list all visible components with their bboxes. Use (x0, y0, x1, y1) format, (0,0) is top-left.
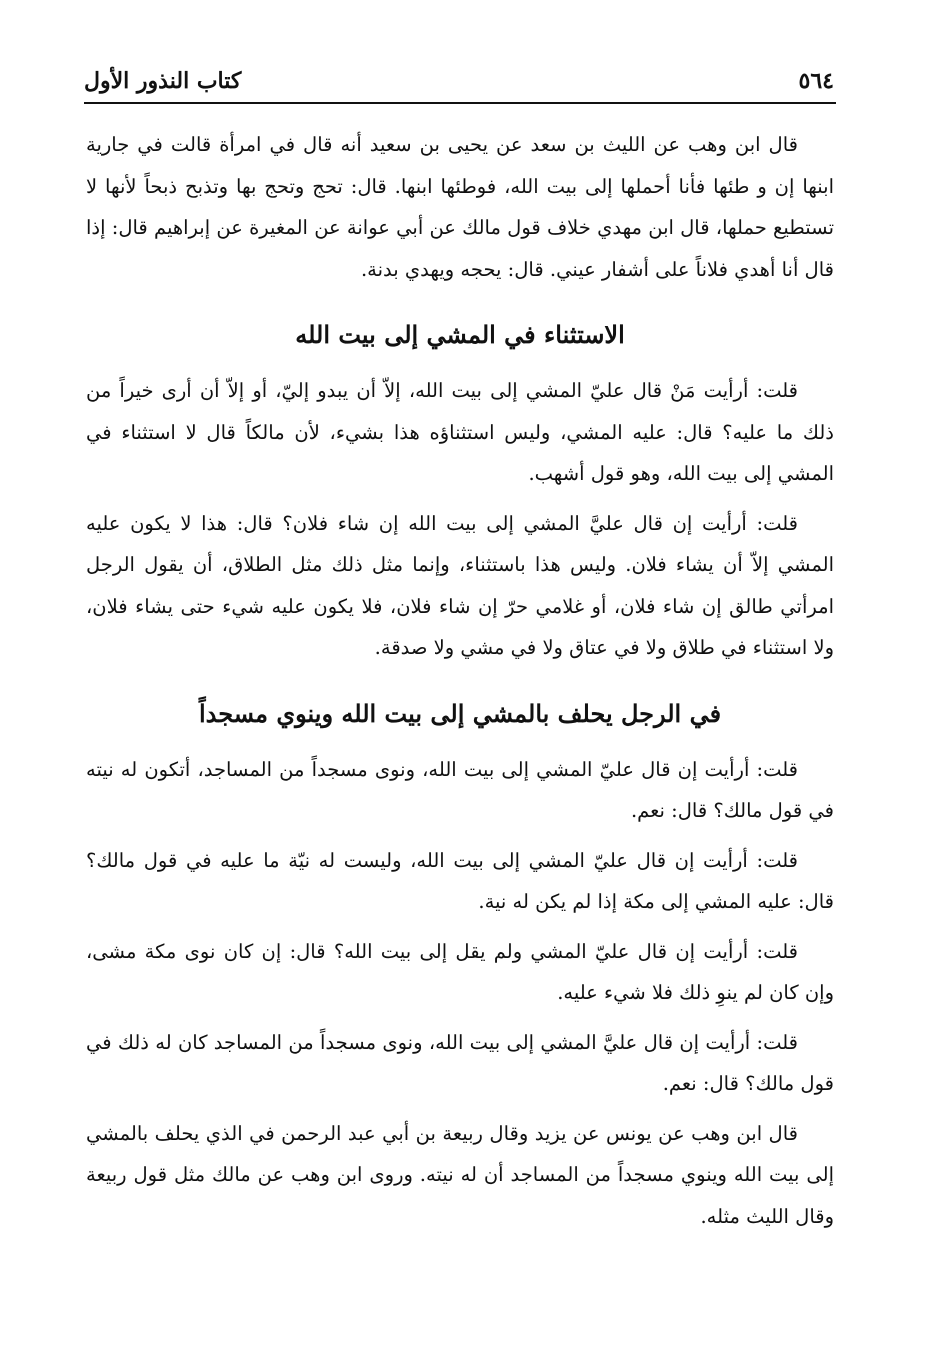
page-body (86, 124, 834, 1245)
running-head (84, 64, 834, 100)
paragraph-2: قلت: أرأيت مَنْ قال عليّ المشي إلى بيت الله، إلاّ أن يبدو إليّ، أو إلاّ أن أرى خيراً من ذلك ما عليه؟ قال: عليه المشي، وليس استثناؤه هذا بشيء، لأن مالكاً قال لا استثناء في المشي إلى بيت الله، وهو قول أشهب. (86, 379, 834, 485)
page-number: ٥٦٤ (798, 68, 834, 94)
section-heading-1: الاستثناء في المشي إلى بيت الله (295, 320, 625, 349)
paragraph-4: قلت: أرأيت إن قال عليّ المشي إلى بيت الله، ونوى مسجداً من المساجد، أتكون له نيته في قول مالك؟ قال: نعم. (86, 757, 834, 822)
book-title: كتاب النذور الأول (84, 68, 242, 94)
paragraph-8: قال ابن وهب عن يونس عن يزيد وقال ربيعة بن أبي عبد الرحمن في الذي يحلف بالمشي إلى بيت الله وينوي مسجداً من المساجد أن له نيته. وروى ابن وهب عن مالك مثل قول ربيعة وقال الليث مثله. (86, 1121, 834, 1228)
paragraph-1: قال ابن وهب عن الليث بن سعد عن يحيى بن سعيد أنه قال في امرأة قالت في جارية ابنها إن و طئها فأنا أحملها إلى بيت الله، فوطئها ابنها. قال: تحج وتحج بها وتذبح ذبحاً لأنها لا تستطيع حملها، قال ابن مهدي خلاف قول مالك عن أبي عوانة عن المغيرة عن إبراهيم قال: إذا قال أنا أهدي فلاناً على أشفار عيني. قال: يحجه ويهدي بدنة. (86, 133, 834, 281)
paragraph-5: قلت: أرأيت إن قال عليّ المشي إلى بيت الله، وليست له نيّة ما عليه في قول مالك؟ قال: عليه المشي إلى مكة إذا لم يكن له نية. (86, 848, 834, 913)
paragraph-6: قلت: أرأيت إن قال عليّ المشي ولم يقل إلى بيت الله؟ قال: إن كان نوى مكة مشى، وإن كان لم ينوِ ذلك فلا شيء عليه. (86, 939, 834, 1004)
paragraph-7: قلت: أرأيت إن قال عليَّ المشي إلى بيت الله، ونوى مسجداً من المساجد كان له ذلك في قول مالك؟ قال: نعم. (86, 1030, 834, 1095)
section-heading-2: في الرجل يحلف بالمشي إلى بيت الله وينوي مسجداً (198, 698, 722, 728)
header-rule (84, 102, 836, 104)
paragraph-3: قلت: أرأيت إن قال عليَّ المشي إلى بيت الله إن شاء فلان؟ قال: هذا لا يكون عليه المشي إلاّ أن يشاء فلان. وليس هذا باستثناء، وإنما مثل ذلك مثل الطلاق، أن يقول الرجل امرأتي طالق إن شاء فلان، أو غلامي حرّ إن شاء فلان، فلا يكون عليه شيء حتى يشاء فلان، ولا استثناء في طلاق ولا في عتاق ولا في مشي ولا صدقة. (86, 511, 834, 659)
